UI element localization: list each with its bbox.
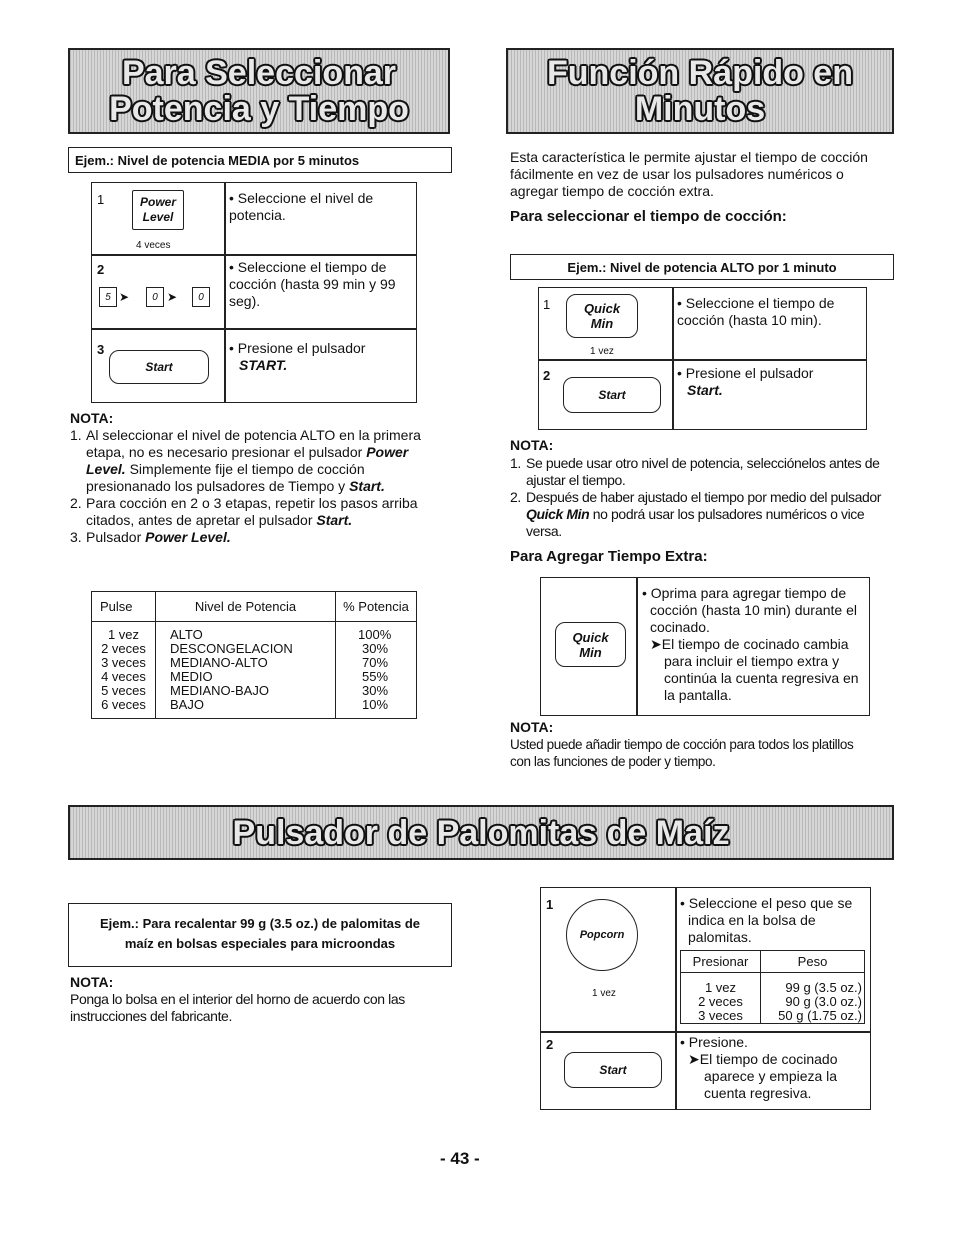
example-text: Ejem.: Nivel de potencia ALTO por 1 minuto — [567, 260, 837, 275]
nota-title: NOTA: — [70, 410, 114, 426]
quick-min-button[interactable] — [555, 622, 626, 667]
step-2-line2: ➤El tiempo de cocinado aparece y empieza la cuenta regresiva. — [688, 1051, 838, 1101]
quick-min-line2: Min — [579, 644, 602, 660]
step-2-number: 2 — [546, 1037, 554, 1052]
step-2-text — [680, 1034, 866, 1102]
nota-list — [70, 427, 450, 546]
example-box — [510, 254, 894, 280]
step-2-bold: Start. — [687, 382, 723, 398]
start-button[interactable]: Start — [563, 377, 661, 413]
quick-min-line1: Quick — [572, 629, 609, 645]
power-level-button[interactable] — [132, 190, 184, 230]
step-2-line1: • Presione. — [680, 1034, 748, 1050]
table-header-level: Nivel de Potencia — [156, 592, 336, 622]
nota2-text: Usted puede añadir tiempo de cocción para todos los platillos con las funciones de poder y tiempo. — [510, 737, 854, 769]
subtitle-agregar: Para Agregar Tiempo Extra: — [510, 548, 708, 565]
table-row: 1 vez ALTO 100% — [92, 622, 417, 643]
banner-title: Pulsador de Palomitas de Maíz — [232, 813, 730, 852]
quick-min-line2: Min — [590, 316, 614, 331]
banner-palomitas — [68, 805, 894, 860]
step-1-text: • Seleccione el tiempo de cocción (hasta 10 min). — [677, 295, 835, 328]
step-1-text: • Seleccione el nivel de potencia. — [229, 190, 374, 223]
banner-funcion-rapido — [506, 48, 894, 134]
nota-list — [510, 455, 892, 540]
page-number: - 43 - — [440, 1149, 480, 1168]
step-1-count: 1 vez — [590, 346, 614, 357]
key-0-second[interactable]: 0 — [192, 287, 210, 307]
step-3-text — [229, 340, 411, 374]
banner-line1: Para Seleccionar — [121, 54, 397, 92]
power-level-line1: Power — [139, 195, 176, 209]
key-0-first[interactable]: 0 — [146, 287, 164, 307]
nota-item-2: 2. Después de haber ajustado el tiempo por medio del pulsador Quick Min no podrá usar los pulsadores numéricos o vice versa. — [510, 489, 882, 539]
key-5[interactable]: 5 — [99, 287, 117, 307]
step-1-number: 1 — [97, 192, 105, 207]
nota-item-2: 2. Para cocción en 2 o 3 etapas, repetir los pasos arriba citados, antes de apretar el pulsador Start. — [70, 495, 418, 528]
step-1-text: • Seleccione el peso que se indica en la bolsa de palomitas. — [680, 895, 853, 945]
subtitle-seleccionar: Para seleccionar el tiempo de cocción: — [510, 208, 787, 225]
banner-potencia-tiempo — [68, 48, 450, 134]
step-2-number: 2 — [97, 262, 105, 277]
step-1-number: 1 — [543, 297, 551, 312]
start-button[interactable]: Start — [109, 350, 209, 384]
table-row: 2 veces DESCONGELACION 30% — [92, 642, 417, 656]
table-row: 4 veces MEDIO 55% — [92, 670, 417, 684]
step-3-plain: • Presione el pulsador — [229, 340, 366, 356]
step-3-bold: START. — [239, 357, 288, 373]
nota-item-3: 3. Pulsador Power Level. — [70, 529, 231, 545]
step-2-text — [677, 365, 863, 399]
step-1-count: 4 veces — [136, 240, 171, 251]
nota2-title: NOTA: — [510, 719, 554, 735]
example-text: Ejem.: Nivel de potencia MEDIA por 5 minutos — [75, 153, 360, 168]
example-line2: maíz en bolsas especiales para microondas — [124, 936, 396, 951]
intro-text: Esta característica le permite ajustar el tiempo de cocción fácilmente en vez de usar los pulsadores numéricos o agregar tiempo de cocción extra. — [510, 149, 868, 199]
table-row: 5 veces MEDIANO-BAJO 30% — [92, 684, 417, 698]
nota-item-1: 1. Al seleccionar el nivel de potencia ALTO en la primera etapa, no es necesario presionar el pulsador Power Level. Simplemente fije el tiempo de cocción presionanado los pulsadores de Tiempo y Start. — [70, 427, 421, 494]
quick-min-line1: Quick — [583, 301, 621, 316]
table-header-peso: Peso — [761, 951, 865, 973]
step-3-number: 3 — [97, 342, 105, 357]
banner-line1: Función Rápido en — [547, 54, 853, 92]
table-header-pulse: Pulse — [92, 592, 156, 622]
arrow-icon: ➤ — [119, 290, 130, 304]
table-row: 3 veces 50 g (1.75 oz.) — [681, 1009, 865, 1024]
power-level-table — [91, 591, 417, 719]
popcorn-weight-table — [680, 950, 865, 1024]
table-row: 3 veces MEDIANO-ALTO 70% — [92, 656, 417, 670]
nota-item-1: 1. Se puede usar otro nivel de potencia, selecciónelos antes de ajustar el tiempo. — [510, 455, 880, 488]
extra-text-1: • Oprima para agregar tiempo de cocción (hasta 10 min) durante el cocinado. — [642, 585, 857, 635]
table-row: 6 veces BAJO 10% — [92, 698, 417, 718]
banner-line2: Potencia y Tiempo — [109, 90, 409, 128]
step-2-text: • Seleccione el tiempo de cocción (hasta 99 min y 99 seg). — [229, 259, 396, 309]
table-row: 2 veces 90 g (3.0 oz.) — [681, 995, 865, 1009]
popcorn-button[interactable]: Popcorn — [566, 899, 638, 971]
nota-text: Ponga lo bolsa en el interior del horno de acuerdo con las instrucciones del fabricante. — [70, 991, 405, 1024]
example-line1: Ejem.: Para recalentar 99 g (3.5 oz.) de palomitas de — [99, 916, 421, 931]
step-2-plain: • Presione el pulsador — [677, 365, 814, 381]
example-box — [68, 147, 452, 173]
quick-min-button[interactable] — [566, 294, 638, 338]
nota-title: NOTA: — [70, 974, 114, 990]
example-box — [68, 903, 452, 967]
table-header-presionar: Presionar — [681, 951, 761, 973]
table-header-percent: % Potencia — [336, 592, 417, 622]
power-level-line2: Level — [142, 210, 174, 224]
table-row: 1 vez 99 g (3.5 oz.) — [681, 973, 865, 996]
extra-text-2: ➤El tiempo de cocinado cambia para incluir el tiempo extra y continúa la cuenta regresiva en la pantalla. — [650, 636, 859, 703]
step-2-number: 2 — [543, 368, 551, 383]
banner-line2: Minutos — [634, 90, 766, 128]
start-button[interactable]: Start — [564, 1052, 662, 1088]
step-1-count: 1 vez — [592, 988, 616, 999]
nota-title: NOTA: — [510, 437, 554, 453]
arrow-icon: ➤ — [167, 290, 178, 304]
extra-text — [642, 585, 866, 704]
step-1-number: 1 — [546, 897, 554, 912]
